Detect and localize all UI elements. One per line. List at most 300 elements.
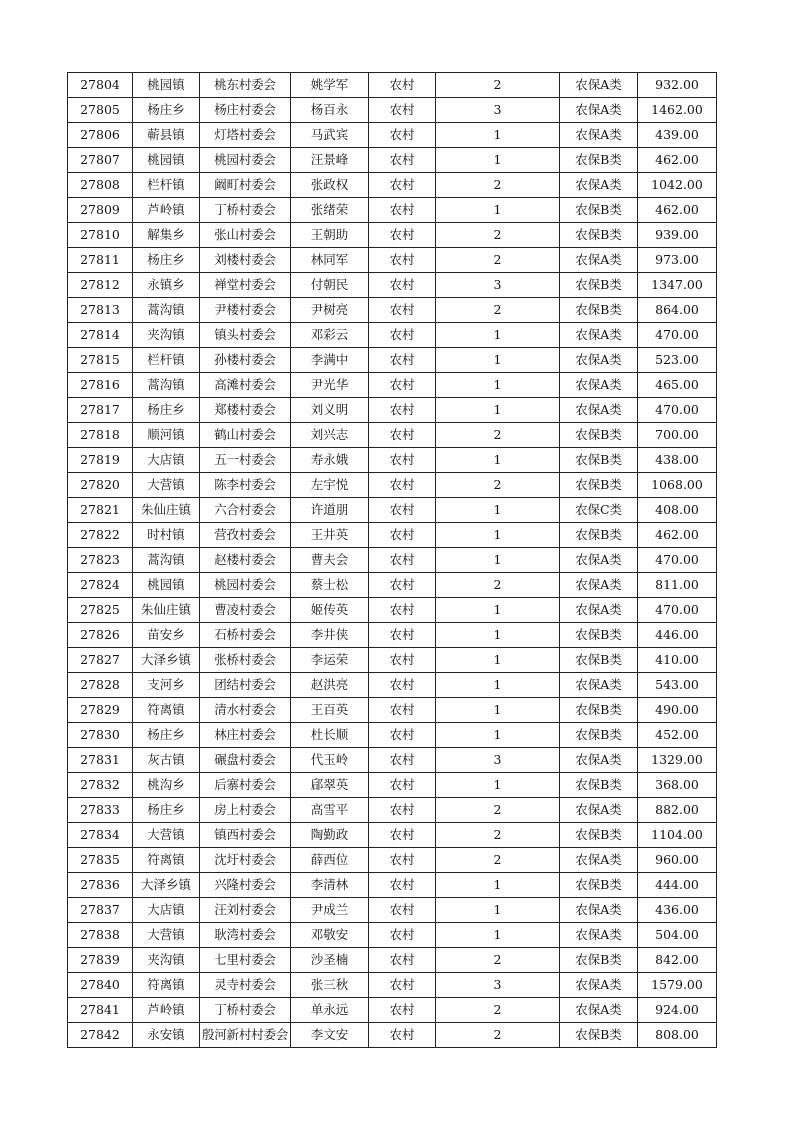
amount-cell: 368.00 bbox=[638, 773, 717, 798]
person-name-cell: 杜长顺 bbox=[291, 723, 369, 748]
amount-cell: 523.00 bbox=[638, 348, 717, 373]
record-id-cell: 27808 bbox=[68, 173, 133, 198]
village-cell: 桃园村委会 bbox=[200, 148, 291, 173]
village-cell: 殷河新村村委会 bbox=[200, 1023, 291, 1048]
record-id-cell: 27838 bbox=[68, 923, 133, 948]
table-row bbox=[68, 848, 717, 873]
amount-cell: 439.00 bbox=[638, 123, 717, 148]
insurance-category-cell: 农保B类 bbox=[560, 273, 638, 298]
area-type-cell: 农村 bbox=[369, 498, 436, 523]
household-count-cell: 1 bbox=[436, 323, 560, 348]
village-cell: 阚町村委会 bbox=[200, 173, 291, 198]
record-id-cell: 27804 bbox=[68, 73, 133, 98]
record-id-cell: 27830 bbox=[68, 723, 133, 748]
person-name-cell: 张三秋 bbox=[291, 973, 369, 998]
town-cell: 桃园镇 bbox=[133, 573, 200, 598]
village-cell: 赵楼村委会 bbox=[200, 548, 291, 573]
table-row bbox=[68, 323, 717, 348]
area-type-cell: 农村 bbox=[369, 173, 436, 198]
household-count-cell: 1 bbox=[436, 448, 560, 473]
town-cell: 蒿沟镇 bbox=[133, 373, 200, 398]
table-row bbox=[68, 648, 717, 673]
insurance-category-cell: 农保B类 bbox=[560, 523, 638, 548]
table-row bbox=[68, 723, 717, 748]
household-count-cell: 2 bbox=[436, 298, 560, 323]
village-cell: 灯塔村委会 bbox=[200, 123, 291, 148]
record-id-cell: 27809 bbox=[68, 198, 133, 223]
town-cell: 永安镇 bbox=[133, 1023, 200, 1048]
household-count-cell: 1 bbox=[436, 598, 560, 623]
record-id-cell: 27824 bbox=[68, 573, 133, 598]
village-cell: 鹤山村委会 bbox=[200, 423, 291, 448]
amount-cell: 470.00 bbox=[638, 548, 717, 573]
record-id-cell: 27814 bbox=[68, 323, 133, 348]
village-cell: 镇西村委会 bbox=[200, 823, 291, 848]
area-type-cell: 农村 bbox=[369, 423, 436, 448]
amount-cell: 462.00 bbox=[638, 148, 717, 173]
household-count-cell: 1 bbox=[436, 498, 560, 523]
town-cell: 杨庄乡 bbox=[133, 248, 200, 273]
amount-cell: 932.00 bbox=[638, 73, 717, 98]
household-count-cell: 1 bbox=[436, 698, 560, 723]
person-name-cell: 李清林 bbox=[291, 873, 369, 898]
insurance-category-cell: 农保A类 bbox=[560, 373, 638, 398]
town-cell: 夹沟镇 bbox=[133, 323, 200, 348]
household-count-cell: 1 bbox=[436, 398, 560, 423]
insurance-category-cell: 农保A类 bbox=[560, 173, 638, 198]
insurance-category-cell: 农保B类 bbox=[560, 473, 638, 498]
village-cell: 石桥村委会 bbox=[200, 623, 291, 648]
person-name-cell: 刘义明 bbox=[291, 398, 369, 423]
insurance-category-cell: 农保A类 bbox=[560, 548, 638, 573]
household-count-cell: 2 bbox=[436, 223, 560, 248]
person-name-cell: 曹夫会 bbox=[291, 548, 369, 573]
village-cell: 高滩村委会 bbox=[200, 373, 291, 398]
table-row bbox=[68, 298, 717, 323]
town-cell: 支河乡 bbox=[133, 673, 200, 698]
record-id-cell: 27805 bbox=[68, 98, 133, 123]
person-name-cell: 邓敬安 bbox=[291, 923, 369, 948]
amount-cell: 924.00 bbox=[638, 998, 717, 1023]
household-count-cell: 1 bbox=[436, 198, 560, 223]
town-cell: 解集乡 bbox=[133, 223, 200, 248]
village-cell: 陈李村委会 bbox=[200, 473, 291, 498]
record-id-cell: 27825 bbox=[68, 598, 133, 623]
amount-cell: 811.00 bbox=[638, 573, 717, 598]
amount-cell: 470.00 bbox=[638, 598, 717, 623]
record-id-cell: 27822 bbox=[68, 523, 133, 548]
table-row bbox=[68, 548, 717, 573]
person-name-cell: 张绪荣 bbox=[291, 198, 369, 223]
household-count-cell: 3 bbox=[436, 748, 560, 773]
area-type-cell: 农村 bbox=[369, 123, 436, 148]
person-name-cell: 尹成兰 bbox=[291, 898, 369, 923]
record-id-cell: 27832 bbox=[68, 773, 133, 798]
table-row bbox=[68, 873, 717, 898]
record-id-cell: 27823 bbox=[68, 548, 133, 573]
record-id-cell: 27813 bbox=[68, 298, 133, 323]
household-count-cell: 2 bbox=[436, 798, 560, 823]
amount-cell: 465.00 bbox=[638, 373, 717, 398]
person-name-cell: 高雪平 bbox=[291, 798, 369, 823]
area-type-cell: 农村 bbox=[369, 823, 436, 848]
household-count-cell: 1 bbox=[436, 673, 560, 698]
record-id-cell: 27815 bbox=[68, 348, 133, 373]
town-cell: 芦岭镇 bbox=[133, 998, 200, 1023]
amount-cell: 939.00 bbox=[638, 223, 717, 248]
insurance-category-cell: 农保A类 bbox=[560, 898, 638, 923]
insurance-category-cell: 农保A类 bbox=[560, 973, 638, 998]
record-id-cell: 27834 bbox=[68, 823, 133, 848]
town-cell: 栏杆镇 bbox=[133, 348, 200, 373]
table-row bbox=[68, 573, 717, 598]
area-type-cell: 农村 bbox=[369, 373, 436, 398]
household-count-cell: 1 bbox=[436, 723, 560, 748]
area-type-cell: 农村 bbox=[369, 698, 436, 723]
table-row bbox=[68, 748, 717, 773]
village-cell: 沈圩村委会 bbox=[200, 848, 291, 873]
insurance-category-cell: 农保A类 bbox=[560, 398, 638, 423]
table-row bbox=[68, 898, 717, 923]
village-cell: 杨庄村委会 bbox=[200, 98, 291, 123]
person-name-cell: 尹光华 bbox=[291, 373, 369, 398]
amount-cell: 470.00 bbox=[638, 323, 717, 348]
town-cell: 符离镇 bbox=[133, 973, 200, 998]
amount-cell: 452.00 bbox=[638, 723, 717, 748]
insurance-category-cell: 农保A类 bbox=[560, 998, 638, 1023]
village-cell: 桃园村委会 bbox=[200, 573, 291, 598]
area-type-cell: 农村 bbox=[369, 473, 436, 498]
table-row bbox=[68, 823, 717, 848]
household-count-cell: 2 bbox=[436, 848, 560, 873]
area-type-cell: 农村 bbox=[369, 248, 436, 273]
area-type-cell: 农村 bbox=[369, 98, 436, 123]
amount-cell: 504.00 bbox=[638, 923, 717, 948]
amount-cell: 410.00 bbox=[638, 648, 717, 673]
person-name-cell: 李满中 bbox=[291, 348, 369, 373]
town-cell: 大营镇 bbox=[133, 923, 200, 948]
town-cell: 苗安乡 bbox=[133, 623, 200, 648]
village-cell: 刘楼村委会 bbox=[200, 248, 291, 273]
person-name-cell: 代玉岭 bbox=[291, 748, 369, 773]
household-count-cell: 2 bbox=[436, 473, 560, 498]
table-row bbox=[68, 1023, 717, 1048]
household-count-cell: 1 bbox=[436, 348, 560, 373]
table-row bbox=[68, 473, 717, 498]
town-cell: 大店镇 bbox=[133, 898, 200, 923]
person-name-cell: 蔡士松 bbox=[291, 573, 369, 598]
table-row bbox=[68, 223, 717, 248]
person-name-cell: 姬传英 bbox=[291, 598, 369, 623]
town-cell: 符离镇 bbox=[133, 848, 200, 873]
record-id-cell: 27821 bbox=[68, 498, 133, 523]
area-type-cell: 农村 bbox=[369, 948, 436, 973]
amount-cell: 700.00 bbox=[638, 423, 717, 448]
person-name-cell: 张政权 bbox=[291, 173, 369, 198]
town-cell: 永镇乡 bbox=[133, 273, 200, 298]
amount-cell: 864.00 bbox=[638, 298, 717, 323]
town-cell: 杨庄乡 bbox=[133, 98, 200, 123]
village-cell: 曹凌村委会 bbox=[200, 598, 291, 623]
town-cell: 蕲县镇 bbox=[133, 123, 200, 148]
area-type-cell: 农村 bbox=[369, 673, 436, 698]
town-cell: 芦岭镇 bbox=[133, 198, 200, 223]
town-cell: 灰古镇 bbox=[133, 748, 200, 773]
household-count-cell: 1 bbox=[436, 923, 560, 948]
town-cell: 栏杆镇 bbox=[133, 173, 200, 198]
record-id-cell: 27829 bbox=[68, 698, 133, 723]
area-type-cell: 农村 bbox=[369, 848, 436, 873]
table-row bbox=[68, 423, 717, 448]
insurance-category-cell: 农保C类 bbox=[560, 498, 638, 523]
record-id-cell: 27842 bbox=[68, 1023, 133, 1048]
person-name-cell: 寿永娥 bbox=[291, 448, 369, 473]
insurance-category-cell: 农保A类 bbox=[560, 73, 638, 98]
area-type-cell: 农村 bbox=[369, 73, 436, 98]
amount-cell: 462.00 bbox=[638, 523, 717, 548]
household-count-cell: 2 bbox=[436, 73, 560, 98]
village-cell: 后寨村委会 bbox=[200, 773, 291, 798]
area-type-cell: 农村 bbox=[369, 273, 436, 298]
amount-cell: 436.00 bbox=[638, 898, 717, 923]
amount-cell: 1068.00 bbox=[638, 473, 717, 498]
table-row bbox=[68, 348, 717, 373]
town-cell: 朱仙庄镇 bbox=[133, 598, 200, 623]
insurance-category-cell: 农保B类 bbox=[560, 823, 638, 848]
amount-cell: 808.00 bbox=[638, 1023, 717, 1048]
person-name-cell: 许道朋 bbox=[291, 498, 369, 523]
table-row bbox=[68, 973, 717, 998]
table-row bbox=[68, 698, 717, 723]
village-cell: 灵寺村委会 bbox=[200, 973, 291, 998]
amount-cell: 973.00 bbox=[638, 248, 717, 273]
insurance-category-cell: 农保A类 bbox=[560, 848, 638, 873]
area-type-cell: 农村 bbox=[369, 898, 436, 923]
household-count-cell: 2 bbox=[436, 573, 560, 598]
insurance-category-cell: 农保B类 bbox=[560, 298, 638, 323]
amount-cell: 882.00 bbox=[638, 798, 717, 823]
household-count-cell: 2 bbox=[436, 173, 560, 198]
town-cell: 夹沟镇 bbox=[133, 948, 200, 973]
records-table bbox=[67, 72, 717, 1048]
table-row bbox=[68, 623, 717, 648]
village-cell: 汪刘村委会 bbox=[200, 898, 291, 923]
town-cell: 大营镇 bbox=[133, 473, 200, 498]
village-cell: 镇头村委会 bbox=[200, 323, 291, 348]
record-id-cell: 27837 bbox=[68, 898, 133, 923]
insurance-category-cell: 农保A类 bbox=[560, 923, 638, 948]
records-body bbox=[68, 73, 717, 1048]
record-id-cell: 27811 bbox=[68, 248, 133, 273]
record-id-cell: 27827 bbox=[68, 648, 133, 673]
person-name-cell: 邓彩云 bbox=[291, 323, 369, 348]
record-id-cell: 27831 bbox=[68, 748, 133, 773]
village-cell: 尹楼村委会 bbox=[200, 298, 291, 323]
person-name-cell: 付朝民 bbox=[291, 273, 369, 298]
table-row bbox=[68, 598, 717, 623]
area-type-cell: 农村 bbox=[369, 548, 436, 573]
household-count-cell: 1 bbox=[436, 773, 560, 798]
amount-cell: 842.00 bbox=[638, 948, 717, 973]
table-row bbox=[68, 373, 717, 398]
person-name-cell: 郈翠英 bbox=[291, 773, 369, 798]
amount-cell: 1042.00 bbox=[638, 173, 717, 198]
amount-cell: 543.00 bbox=[638, 673, 717, 698]
person-name-cell: 尹树亮 bbox=[291, 298, 369, 323]
area-type-cell: 农村 bbox=[369, 448, 436, 473]
insurance-category-cell: 农保A类 bbox=[560, 798, 638, 823]
town-cell: 桃园镇 bbox=[133, 148, 200, 173]
amount-cell: 1329.00 bbox=[638, 748, 717, 773]
town-cell: 杨庄乡 bbox=[133, 798, 200, 823]
insurance-category-cell: 农保B类 bbox=[560, 198, 638, 223]
amount-cell: 462.00 bbox=[638, 198, 717, 223]
household-count-cell: 1 bbox=[436, 523, 560, 548]
town-cell: 蒿沟镇 bbox=[133, 298, 200, 323]
area-type-cell: 农村 bbox=[369, 323, 436, 348]
table-row bbox=[68, 798, 717, 823]
household-count-cell: 2 bbox=[436, 948, 560, 973]
area-type-cell: 农村 bbox=[369, 798, 436, 823]
insurance-category-cell: 农保B类 bbox=[560, 723, 638, 748]
insurance-category-cell: 农保B类 bbox=[560, 623, 638, 648]
village-cell: 六合村委会 bbox=[200, 498, 291, 523]
person-name-cell: 赵洪亮 bbox=[291, 673, 369, 698]
town-cell: 朱仙庄镇 bbox=[133, 498, 200, 523]
table-row bbox=[68, 98, 717, 123]
household-count-cell: 2 bbox=[436, 998, 560, 1023]
town-cell: 蒿沟镇 bbox=[133, 548, 200, 573]
person-name-cell: 杨百永 bbox=[291, 98, 369, 123]
record-id-cell: 27836 bbox=[68, 873, 133, 898]
area-type-cell: 农村 bbox=[369, 1023, 436, 1048]
town-cell: 顺河镇 bbox=[133, 423, 200, 448]
amount-cell: 470.00 bbox=[638, 398, 717, 423]
village-cell: 清水村委会 bbox=[200, 698, 291, 723]
person-name-cell: 陶勤政 bbox=[291, 823, 369, 848]
town-cell: 时村镇 bbox=[133, 523, 200, 548]
town-cell: 大店镇 bbox=[133, 448, 200, 473]
table-row bbox=[68, 523, 717, 548]
insurance-category-cell: 农保B类 bbox=[560, 448, 638, 473]
village-cell: 郑楼村委会 bbox=[200, 398, 291, 423]
village-cell: 房上村委会 bbox=[200, 798, 291, 823]
amount-cell: 408.00 bbox=[638, 498, 717, 523]
town-cell: 符离镇 bbox=[133, 698, 200, 723]
person-name-cell: 李井侠 bbox=[291, 623, 369, 648]
village-cell: 营孜村委会 bbox=[200, 523, 291, 548]
household-count-cell: 3 bbox=[436, 973, 560, 998]
town-cell: 大营镇 bbox=[133, 823, 200, 848]
area-type-cell: 农村 bbox=[369, 623, 436, 648]
town-cell: 杨庄乡 bbox=[133, 723, 200, 748]
area-type-cell: 农村 bbox=[369, 748, 436, 773]
household-count-cell: 1 bbox=[436, 898, 560, 923]
area-type-cell: 农村 bbox=[369, 998, 436, 1023]
village-cell: 五一村委会 bbox=[200, 448, 291, 473]
table-row bbox=[68, 948, 717, 973]
insurance-category-cell: 农保A类 bbox=[560, 598, 638, 623]
village-cell: 碾盘村委会 bbox=[200, 748, 291, 773]
record-id-cell: 27807 bbox=[68, 148, 133, 173]
town-cell: 杨庄乡 bbox=[133, 398, 200, 423]
area-type-cell: 农村 bbox=[369, 923, 436, 948]
person-name-cell: 李运荣 bbox=[291, 648, 369, 673]
amount-cell: 438.00 bbox=[638, 448, 717, 473]
record-id-cell: 27806 bbox=[68, 123, 133, 148]
town-cell: 桃沟乡 bbox=[133, 773, 200, 798]
village-cell: 张山村委会 bbox=[200, 223, 291, 248]
insurance-category-cell: 农保B类 bbox=[560, 148, 638, 173]
town-cell: 大泽乡镇 bbox=[133, 648, 200, 673]
amount-cell: 1347.00 bbox=[638, 273, 717, 298]
village-cell: 丁桥村委会 bbox=[200, 198, 291, 223]
household-count-cell: 1 bbox=[436, 548, 560, 573]
village-cell: 七里村委会 bbox=[200, 948, 291, 973]
amount-cell: 490.00 bbox=[638, 698, 717, 723]
insurance-category-cell: 农保B类 bbox=[560, 948, 638, 973]
household-count-cell: 1 bbox=[436, 648, 560, 673]
person-name-cell: 马武宾 bbox=[291, 123, 369, 148]
insurance-category-cell: 农保B类 bbox=[560, 698, 638, 723]
insurance-category-cell: 农保A类 bbox=[560, 98, 638, 123]
amount-cell: 960.00 bbox=[638, 848, 717, 873]
village-cell: 丁桥村委会 bbox=[200, 998, 291, 1023]
table-row bbox=[68, 123, 717, 148]
household-count-cell: 2 bbox=[436, 823, 560, 848]
town-cell: 大泽乡镇 bbox=[133, 873, 200, 898]
table-row bbox=[68, 923, 717, 948]
table-row bbox=[68, 173, 717, 198]
insurance-category-cell: 农保A类 bbox=[560, 248, 638, 273]
amount-cell: 446.00 bbox=[638, 623, 717, 648]
person-name-cell: 姚学军 bbox=[291, 73, 369, 98]
area-type-cell: 农村 bbox=[369, 223, 436, 248]
record-id-cell: 27812 bbox=[68, 273, 133, 298]
person-name-cell: 林同军 bbox=[291, 248, 369, 273]
village-cell: 耿湾村委会 bbox=[200, 923, 291, 948]
household-count-cell: 1 bbox=[436, 623, 560, 648]
area-type-cell: 农村 bbox=[369, 873, 436, 898]
area-type-cell: 农村 bbox=[369, 148, 436, 173]
person-name-cell: 薛西位 bbox=[291, 848, 369, 873]
record-id-cell: 27835 bbox=[68, 848, 133, 873]
table-row bbox=[68, 398, 717, 423]
person-name-cell: 左宇悦 bbox=[291, 473, 369, 498]
person-name-cell: 王井英 bbox=[291, 523, 369, 548]
village-cell: 桃东村委会 bbox=[200, 73, 291, 98]
table-row bbox=[68, 448, 717, 473]
area-type-cell: 农村 bbox=[369, 398, 436, 423]
record-id-cell: 27817 bbox=[68, 398, 133, 423]
household-count-cell: 2 bbox=[436, 423, 560, 448]
record-id-cell: 27828 bbox=[68, 673, 133, 698]
person-name-cell: 汪景峰 bbox=[291, 148, 369, 173]
village-cell: 禅堂村委会 bbox=[200, 273, 291, 298]
table-row bbox=[68, 198, 717, 223]
record-id-cell: 27839 bbox=[68, 948, 133, 973]
insurance-category-cell: 农保B类 bbox=[560, 423, 638, 448]
household-count-cell: 2 bbox=[436, 248, 560, 273]
insurance-category-cell: 农保A类 bbox=[560, 673, 638, 698]
record-id-cell: 27816 bbox=[68, 373, 133, 398]
area-type-cell: 农村 bbox=[369, 973, 436, 998]
area-type-cell: 农村 bbox=[369, 773, 436, 798]
area-type-cell: 农村 bbox=[369, 573, 436, 598]
village-cell: 孙楼村委会 bbox=[200, 348, 291, 373]
table-row bbox=[68, 498, 717, 523]
insurance-category-cell: 农保B类 bbox=[560, 773, 638, 798]
